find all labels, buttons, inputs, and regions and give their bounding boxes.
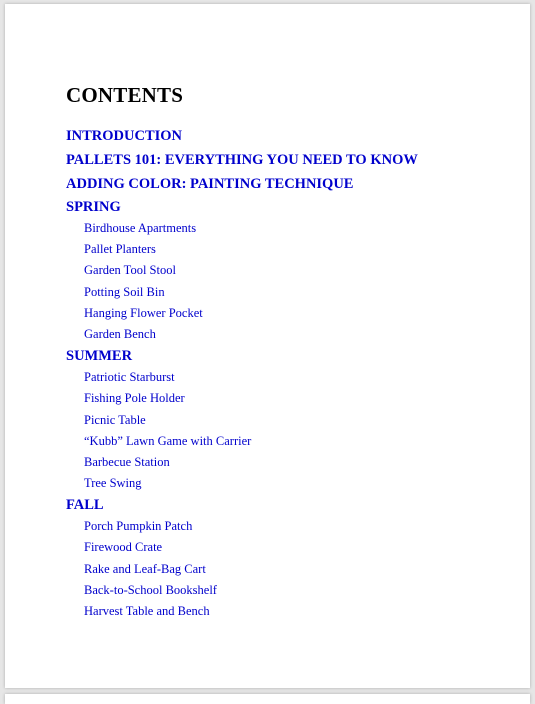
toc-link-pallet-planters[interactable]: Pallet Planters — [84, 242, 156, 257]
toc-link-firewood-crate[interactable]: Firewood Crate — [84, 540, 163, 555]
next-page-edge — [5, 694, 530, 704]
toc-section-summer[interactable]: SUMMER — [66, 348, 133, 365]
toc-link-porch-pumpkin-patch[interactable]: Porch Pumpkin Patch — [84, 519, 193, 534]
toc-link-pallets-101[interactable]: PALLETS 101: EVERYTHING YOU NEED TO KNOW — [66, 152, 418, 168]
toc-link-birdhouse-apartments[interactable]: Birdhouse Apartments — [84, 221, 197, 235]
toc-link-potting-soil-bin[interactable]: Potting Soil Bin — [84, 284, 165, 299]
toc-link-tree-swing[interactable]: Tree Swing — [84, 476, 142, 491]
toc-link-picnic-table[interactable]: Picnic Table — [84, 412, 146, 427]
toc-section-spring[interactable]: SPRING — [66, 199, 121, 215]
toc-link-adding-color[interactable]: ADDING COLOR: PAINTING TECHNIQUE — [66, 176, 354, 192]
toc-link-rake-leaf-bag-cart[interactable]: Rake and Leaf-Bag Cart — [84, 561, 206, 576]
page-title: CONTENTS — [66, 83, 184, 107]
toc-link-barbecue-station[interactable]: Barbecue Station — [84, 454, 170, 469]
toc-section-fall[interactable]: FALL — [66, 497, 104, 514]
toc-link-kubb-lawn-game[interactable]: “Kubb” Lawn Game with Carrier — [84, 433, 252, 448]
toc-link-garden-tool-stool[interactable]: Garden Tool Stool — [84, 263, 176, 278]
toc-link-patriotic-starburst[interactable]: Patriotic Starburst — [84, 370, 175, 385]
toc-link-harvest-table-bench[interactable]: Harvest Table and Bench — [84, 604, 210, 618]
toc-link-introduction[interactable]: INTRODUCTION — [66, 128, 183, 144]
table-of-contents — [66, 124, 418, 622]
toc-link-hanging-flower-pocket[interactable]: Hanging Flower Pocket — [84, 305, 203, 320]
toc-link-fishing-pole-holder[interactable]: Fishing Pole Holder — [84, 391, 185, 406]
document-page — [5, 4, 530, 688]
toc-link-garden-bench[interactable]: Garden Bench — [84, 326, 156, 341]
toc-link-back-to-school-bookshelf[interactable]: Back-to-School Bookshelf — [84, 582, 217, 597]
